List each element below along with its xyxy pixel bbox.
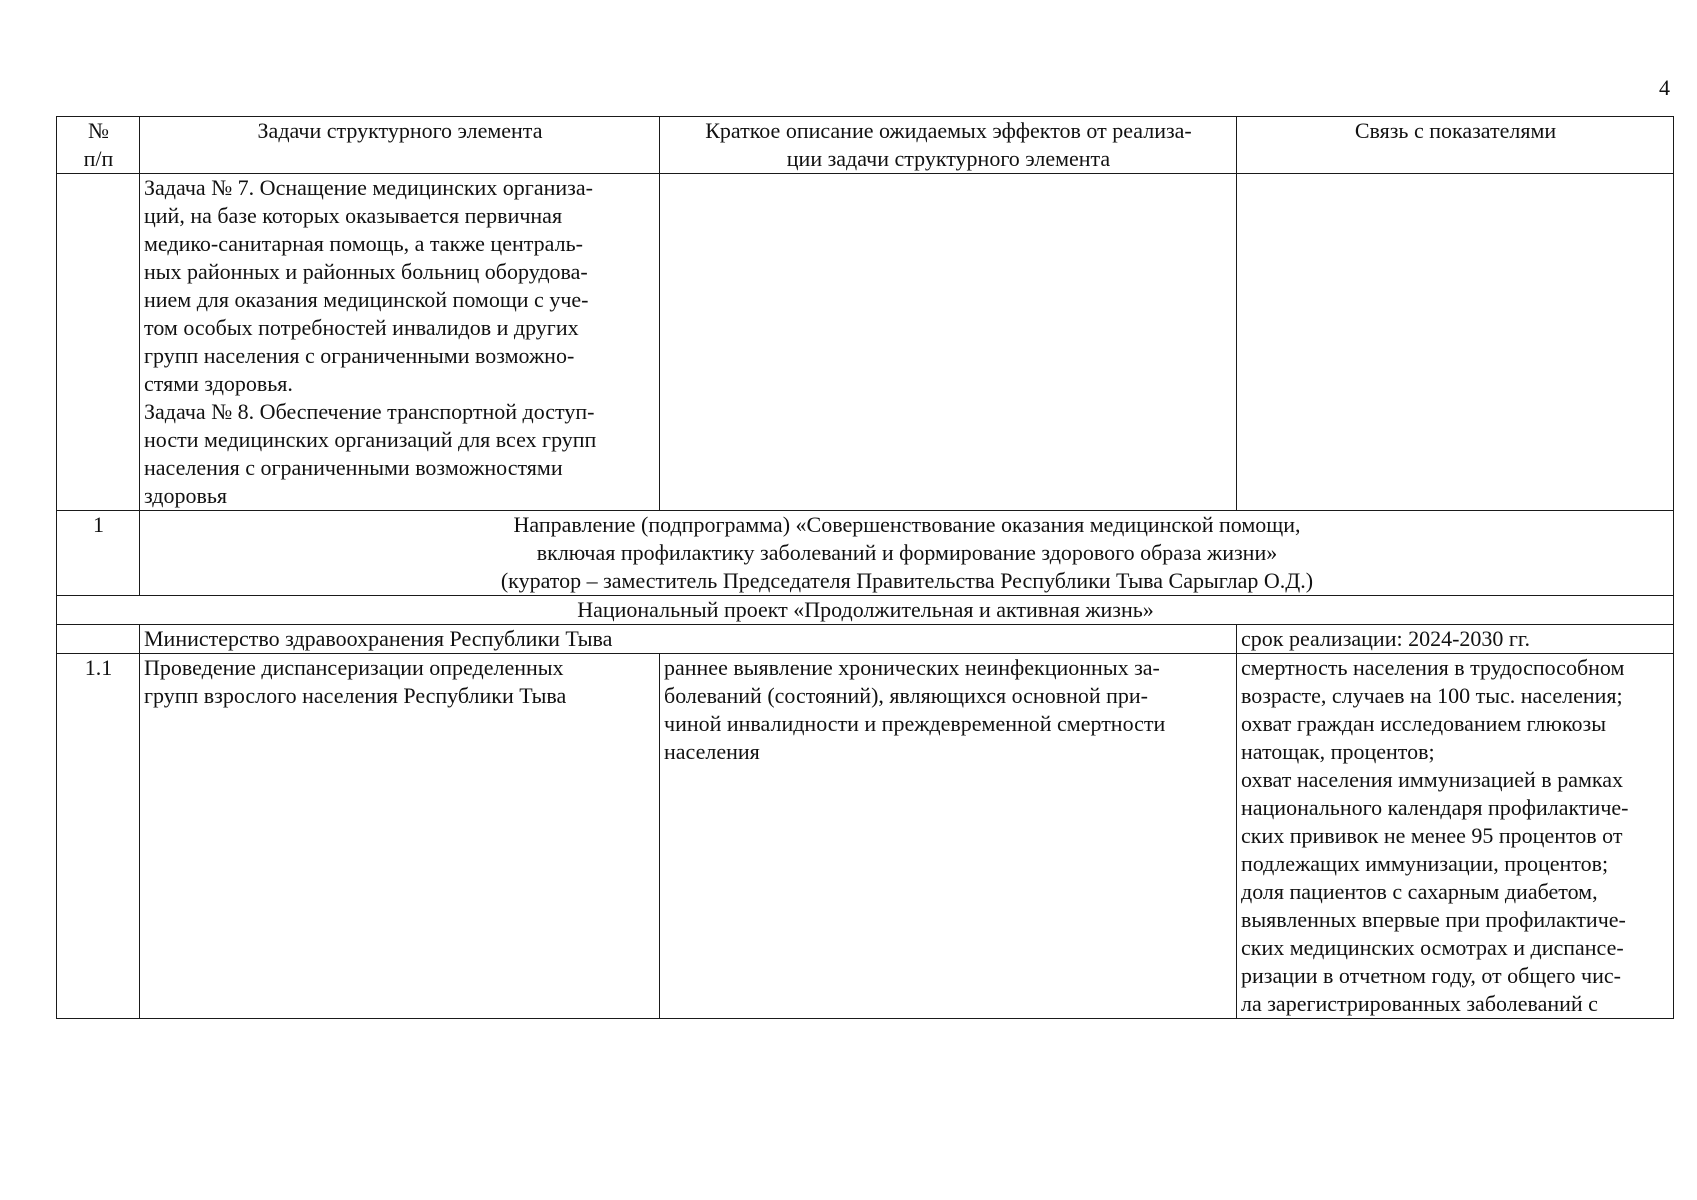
item-indicator-line: ризации в отчетном году, от общего чис- (1241, 963, 1621, 988)
task-line: здоровья (144, 483, 228, 508)
item-indicator-line: натощак, процентов; (1241, 739, 1435, 764)
task-line: Задача № 8. Обеспечение транспортной доступ- (144, 399, 595, 424)
task-line: том особых потребностей инвалидов и других (144, 315, 579, 340)
cell-item-task (140, 654, 660, 1019)
cell-ministry-name: Министерство здравоохранения Республики Тыва (140, 625, 1237, 654)
item-indicator-line: выявленных впервые при профилактиче- (1241, 907, 1626, 932)
cell-item-indicators (1237, 654, 1674, 1019)
cell-empty-indicators (1237, 174, 1674, 511)
item-task-line: Проведение диспансеризации определенных (144, 655, 564, 680)
cell-item-number: 1.1 (57, 654, 140, 1019)
cell-empty-ministry-num (57, 625, 140, 654)
item-indicator-line: ла зарегистрированных заболеваний с (1241, 991, 1598, 1016)
item-indicator-line: охват граждан исследованием глюкозы (1241, 711, 1606, 736)
item-indicator-line: национального календаря профилактиче- (1241, 795, 1629, 820)
item-effect-line: населения (664, 739, 760, 764)
table-row-national-project (57, 596, 1674, 625)
task-line: ных районных и районных больниц оборудова- (144, 259, 588, 284)
item-indicator-line: смертность населения в трудоспособном (1241, 655, 1625, 680)
task-line: групп населения с ограниченными возможно- (144, 343, 575, 368)
item-indicator-line: доля пациентов с сахарным диабетом, (1241, 879, 1598, 904)
header-effects-line-1: Краткое описание ожидаемых эффектов от реализа- (705, 118, 1192, 143)
direction-line: включая профилактику заболеваний и формирование здорового образа жизни» (536, 540, 1278, 565)
task-line: населения с ограниченными возможностями (144, 455, 563, 480)
item-effect-line: болеваний (состояний), являющихся основной при- (664, 683, 1149, 708)
cell-direction-title (140, 511, 1674, 596)
item-task-line: групп взрослого населения Республики Тыва (144, 683, 567, 708)
cell-national-project: Национальный проект «Продолжительная и активная жизнь» (57, 596, 1674, 625)
table-row-tasks-7-8 (57, 174, 1674, 511)
item-effect-line: чиной инвалидности и преждевременной смертности (664, 711, 1166, 736)
table-row-item-1-1 (57, 654, 1674, 1019)
cell-empty-effects (660, 174, 1237, 511)
table-header-row (57, 117, 1674, 174)
task-line: нием для оказания медицинской помощи с уче- (144, 287, 589, 312)
header-indicators (1237, 117, 1674, 174)
item-indicator-line: ских прививок не менее 95 процентов от (1241, 823, 1623, 848)
item-indicator-line: ских медицинских осмотрах и диспансе- (1241, 935, 1624, 960)
cell-direction-number: 1 (57, 511, 140, 596)
cell-ministry-term: срок реализации: 2024-2030 гг. (1237, 625, 1674, 654)
header-number (57, 117, 140, 174)
direction-line: (куратор – заместитель Председателя Правительства Республики Тыва Сарыглар О.Д.) (500, 568, 1314, 593)
task-line: медико-санитарная помощь, а также централь- (144, 231, 583, 256)
item-indicator-line: охват населения иммунизацией в рамках (1241, 767, 1624, 792)
structural-element-table (56, 116, 1674, 1019)
header-number-line-1: № (88, 118, 109, 143)
task-line: ности медицинских организаций для всех групп (144, 427, 597, 452)
direction-line: Направление (подпрограмма) «Совершенствование оказания медицинской помощи, (513, 512, 1301, 537)
item-indicator-line: возрасте, случаев на 100 тыс. населения; (1241, 683, 1623, 708)
item-indicator-line: подлежащих иммунизации, процентов; (1241, 851, 1609, 876)
table-row-direction (57, 511, 1674, 596)
task-line: стями здоровья. (144, 371, 293, 396)
item-effect-line: раннее выявление хронических неинфекционных за- (664, 655, 1160, 680)
cell-tasks-7-8 (140, 174, 660, 511)
cell-item-effect (660, 654, 1237, 1019)
header-tasks (140, 117, 660, 174)
table-row-ministry (57, 625, 1674, 654)
header-indicators-label: Связь с показателями (1354, 118, 1557, 143)
cell-empty-num (57, 174, 140, 511)
header-effects (660, 117, 1237, 174)
header-effects-line-2: ции задачи структурного элемента (786, 146, 1111, 171)
task-line: ций, на базе которых оказывается первичная (144, 203, 563, 228)
header-number-line-2: п/п (83, 146, 114, 171)
header-tasks-label: Задачи структурного элемента (257, 118, 543, 143)
page-number: 4 (1659, 75, 1670, 100)
task-line: Задача № 7. Оснащение медицинских организа- (144, 175, 593, 200)
